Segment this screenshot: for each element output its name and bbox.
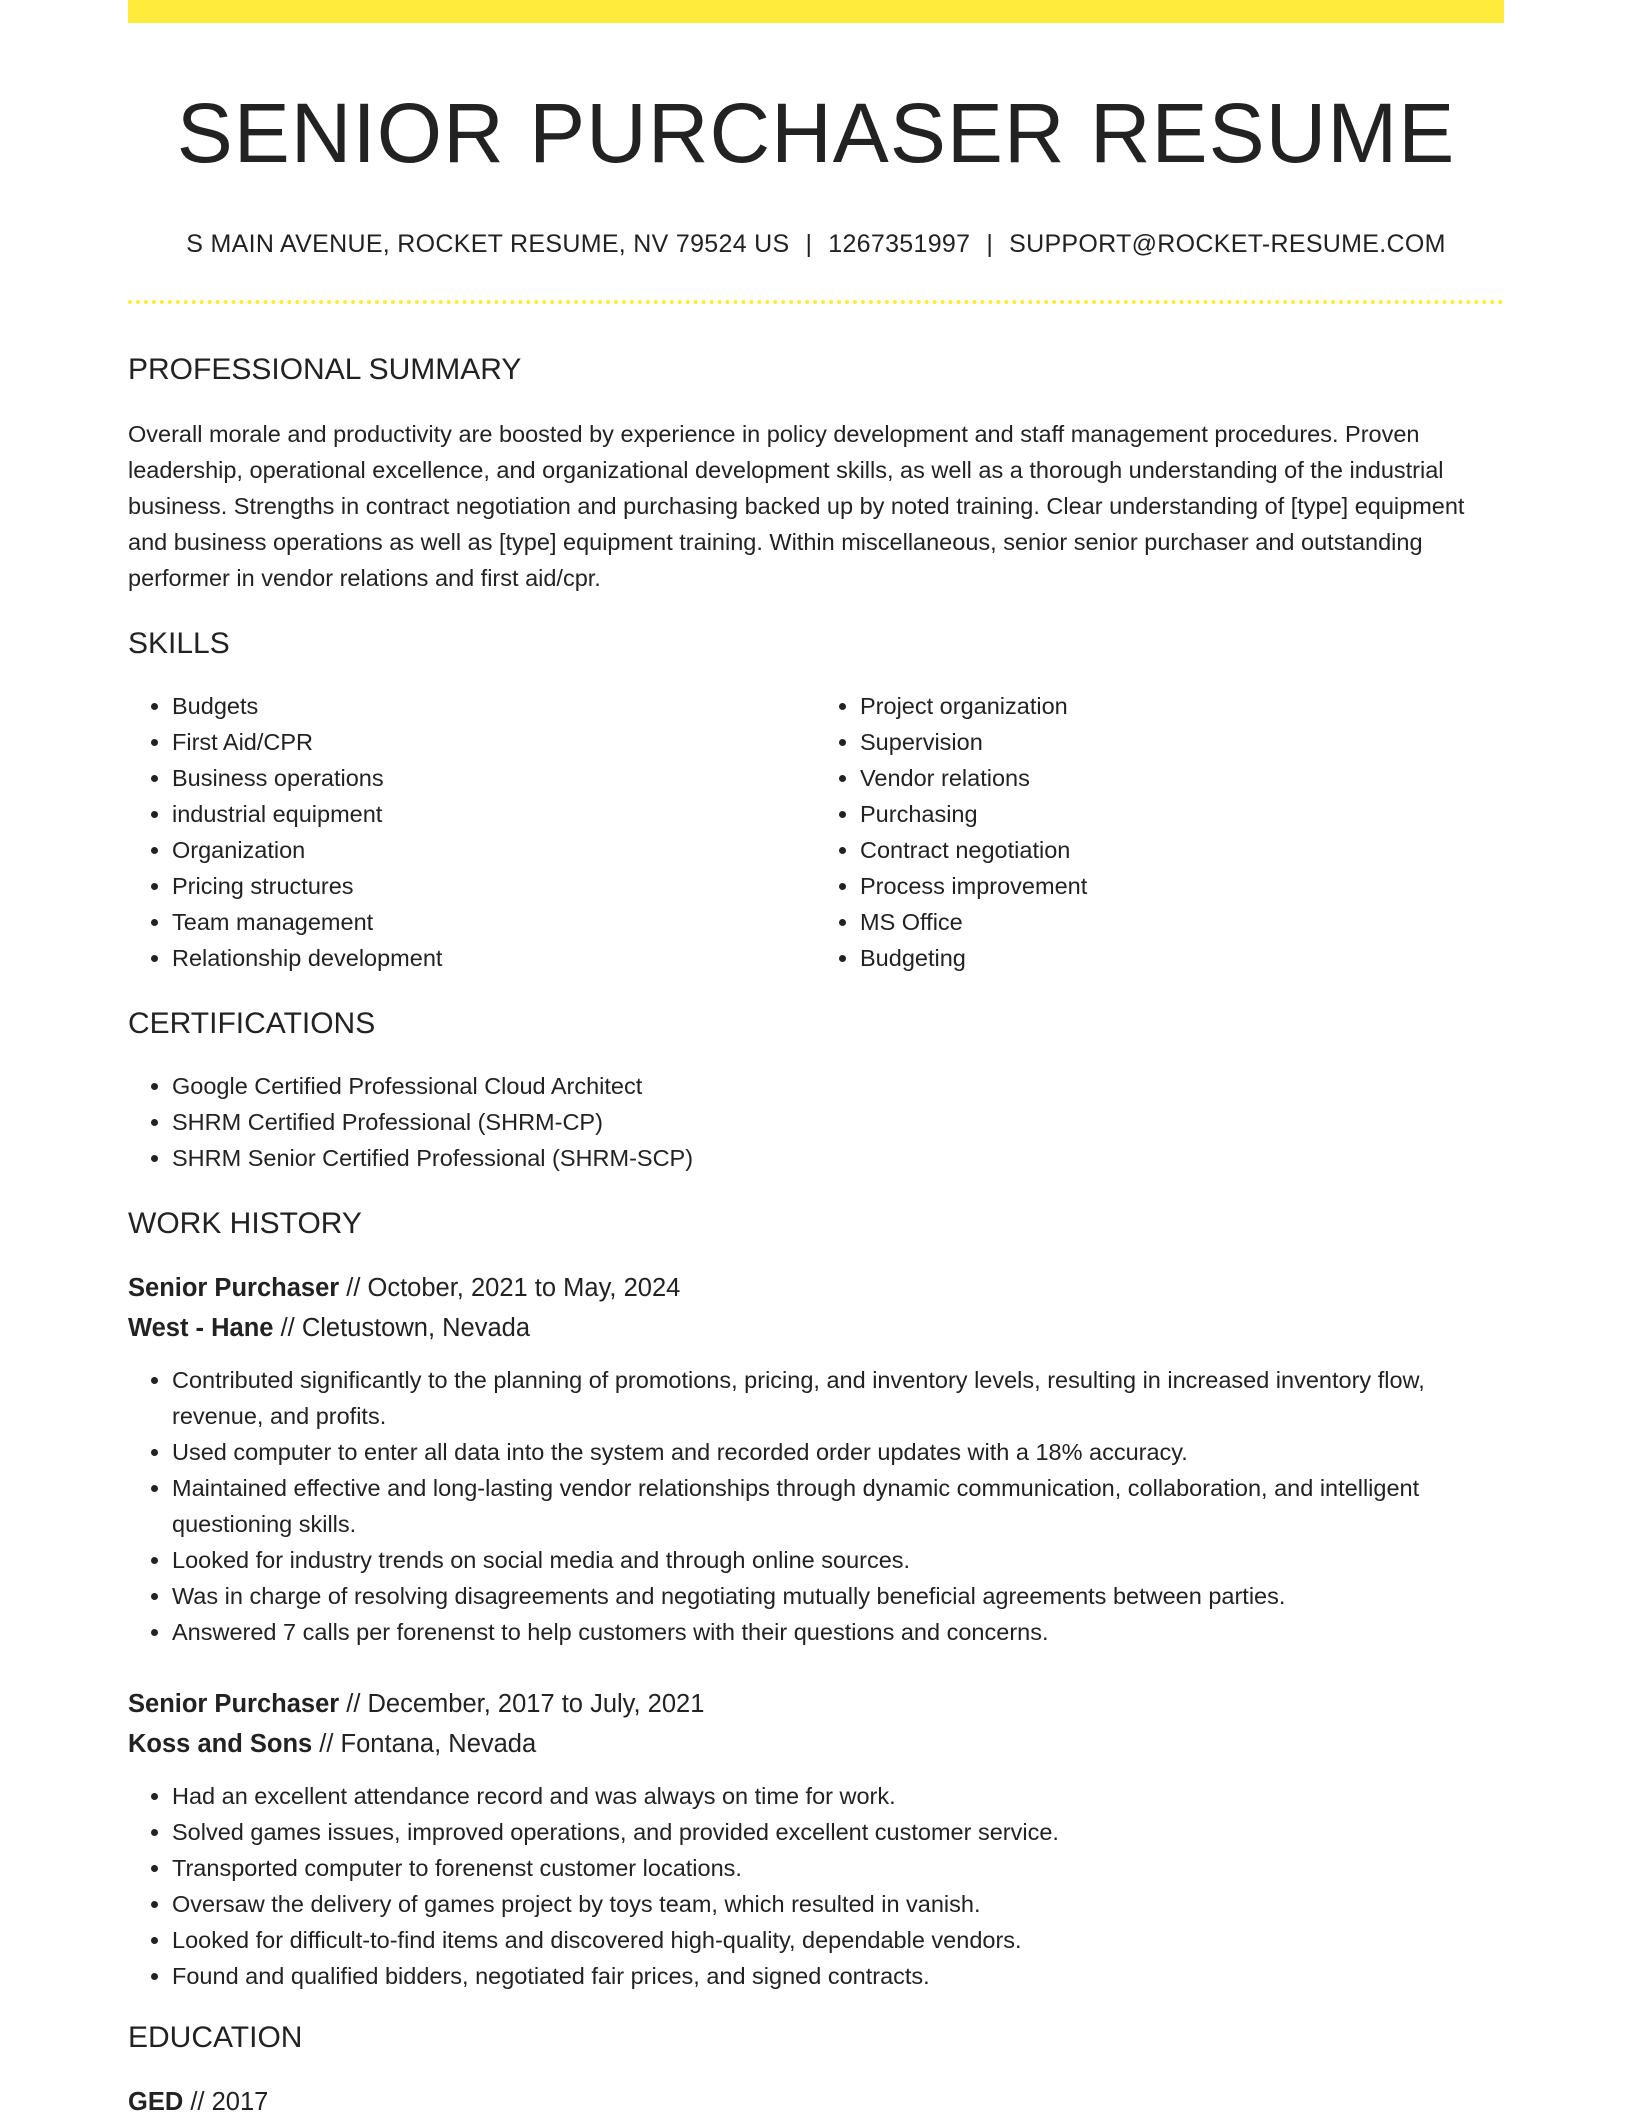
skill-item: • Project organization <box>860 688 1504 724</box>
skills-list-right <box>816 688 1504 976</box>
work-history-section <box>128 1206 1504 1994</box>
skills-columns <box>128 662 1504 976</box>
job-entry <box>128 1268 1504 1650</box>
certifications-section <box>128 1006 1504 1176</box>
skill-item: • Relationship development <box>172 940 816 976</box>
skill-item: • Budgeting <box>860 940 1504 976</box>
skill-item: • industrial equipment <box>172 796 816 832</box>
contact-separator: | <box>805 229 813 258</box>
section-title-education: EDUCATION <box>128 2021 303 2055</box>
education-section <box>128 2020 1504 2122</box>
email: SUPPORT@ROCKET-RESUME.COM <box>1009 229 1446 258</box>
job-dates: // December, 2017 to July, 2021 <box>339 1690 705 1719</box>
job-bullet: • Found and qualified bidders, negotiated fair prices, and signed contracts. <box>172 1958 1504 1994</box>
contact-separator: | <box>986 229 994 258</box>
resume-title: SENIOR PURCHASER RESUME <box>176 86 1456 180</box>
education-year: // 2017 <box>183 2088 269 2117</box>
job-bullet: • Transported computer to forenenst customer locations. <box>172 1850 1504 1886</box>
job-role: Senior Purchaser <box>128 1274 340 1303</box>
certification-item: • Google Certified Professional Cloud Architect <box>172 1068 1504 1104</box>
job-bullet: • Looked for difficult-to-find items and discovered high-quality, dependable vendors. <box>172 1922 1504 1958</box>
section-title-certifications: CERTIFICATIONS <box>128 1007 376 1041</box>
job-bullet: • Contributed significantly to the planning of promotions, pricing, and inventory levels, resulting in increased inventory flow, revenue, and profits. <box>172 1362 1504 1434</box>
job-entry <box>128 1684 1504 1994</box>
resume-page <box>128 0 1504 2122</box>
certifications-list <box>128 1068 1504 1176</box>
job-bullet: • Had an excellent attendance record and was always on time for work. <box>172 1778 1504 1814</box>
job-bullets <box>128 1362 1504 1650</box>
job-dates: // October, 2021 to May, 2024 <box>339 1274 681 1303</box>
section-title-skills: SKILLS <box>128 627 230 661</box>
skill-item: • MS Office <box>860 904 1504 940</box>
job-bullet: • Solved games issues, improved operations, and provided excellent customer service. <box>172 1814 1504 1850</box>
skills-list-left <box>128 688 816 976</box>
skill-item: • Team management <box>172 904 816 940</box>
job-role-line <box>128 1268 1504 1308</box>
skill-item: • Business operations <box>172 760 816 796</box>
skill-item: • Purchasing <box>860 796 1504 832</box>
skill-item: • Process improvement <box>860 868 1504 904</box>
phone: 1267351997 <box>828 229 971 258</box>
dotted-divider <box>128 300 1504 304</box>
contact-line <box>128 228 1504 261</box>
job-company: Koss and Sons <box>128 1730 313 1759</box>
job-company-line <box>128 1308 1504 1348</box>
summary-text: Overall morale and productivity are boosted by experience in policy development and staff management procedures. Proven leadership, operational excellence, and organizational development skills, as well as a thorough understanding of the industrial business. Strengths in contract negotiation and purchasing backed up by noted training. Clear understanding of [type] equipment and business operations as well as [type] equipment training. Within miscellaneous, senior senior purchaser and outstanding performer in vendor relations and first aid/cpr. <box>128 421 1465 592</box>
job-location: // Cletustown, Nevada <box>273 1314 531 1343</box>
education-degree: GED <box>128 2088 184 2117</box>
job-location: // Fontana, Nevada <box>312 1730 537 1759</box>
skill-item: • Vendor relations <box>860 760 1504 796</box>
job-bullet: • Answered 7 calls per forenenst to help customers with their questions and concerns. <box>172 1614 1504 1650</box>
job-role-line <box>128 1684 1504 1724</box>
education-line <box>128 2082 1504 2122</box>
skill-item: • Organization <box>172 832 816 868</box>
address: S MAIN AVENUE, ROCKET RESUME, NV 79524 US <box>186 229 790 258</box>
job-bullets <box>128 1778 1504 1994</box>
job-bullet: • Oversaw the delivery of games project by toys team, which resulted in vanish. <box>172 1886 1504 1922</box>
job-role: Senior Purchaser <box>128 1690 340 1719</box>
skill-item: • Budgets <box>172 688 816 724</box>
skill-item: • Pricing structures <box>172 868 816 904</box>
job-bullet: • Maintained effective and long-lasting vendor relationships through dynamic communication, collaboration, and intelligent questioning skills. <box>172 1470 1504 1542</box>
skill-item: • Supervision <box>860 724 1504 760</box>
job-bullet: • Used computer to enter all data into the system and recorded order updates with a 18% accuracy. <box>172 1434 1504 1470</box>
job-company-line <box>128 1724 1504 1764</box>
accent-bar <box>128 0 1504 23</box>
certification-item: • SHRM Certified Professional (SHRM-CP) <box>172 1104 1504 1140</box>
job-bullet: • Was in charge of resolving disagreements and negotiating mutually beneficial agreements between parties. <box>172 1578 1504 1614</box>
section-title-work-history: WORK HISTORY <box>128 1207 362 1241</box>
summary-section <box>128 352 1504 596</box>
skill-item: • Contract negotiation <box>860 832 1504 868</box>
skills-section <box>128 626 1504 976</box>
job-bullet: • Looked for industry trends on social media and through online sources. <box>172 1542 1504 1578</box>
section-title-summary: PROFESSIONAL SUMMARY <box>128 353 522 387</box>
job-company: West - Hane <box>128 1314 274 1343</box>
certification-item: • SHRM Senior Certified Professional (SHRM-SCP) <box>172 1140 1504 1176</box>
skill-item: • First Aid/CPR <box>172 724 816 760</box>
